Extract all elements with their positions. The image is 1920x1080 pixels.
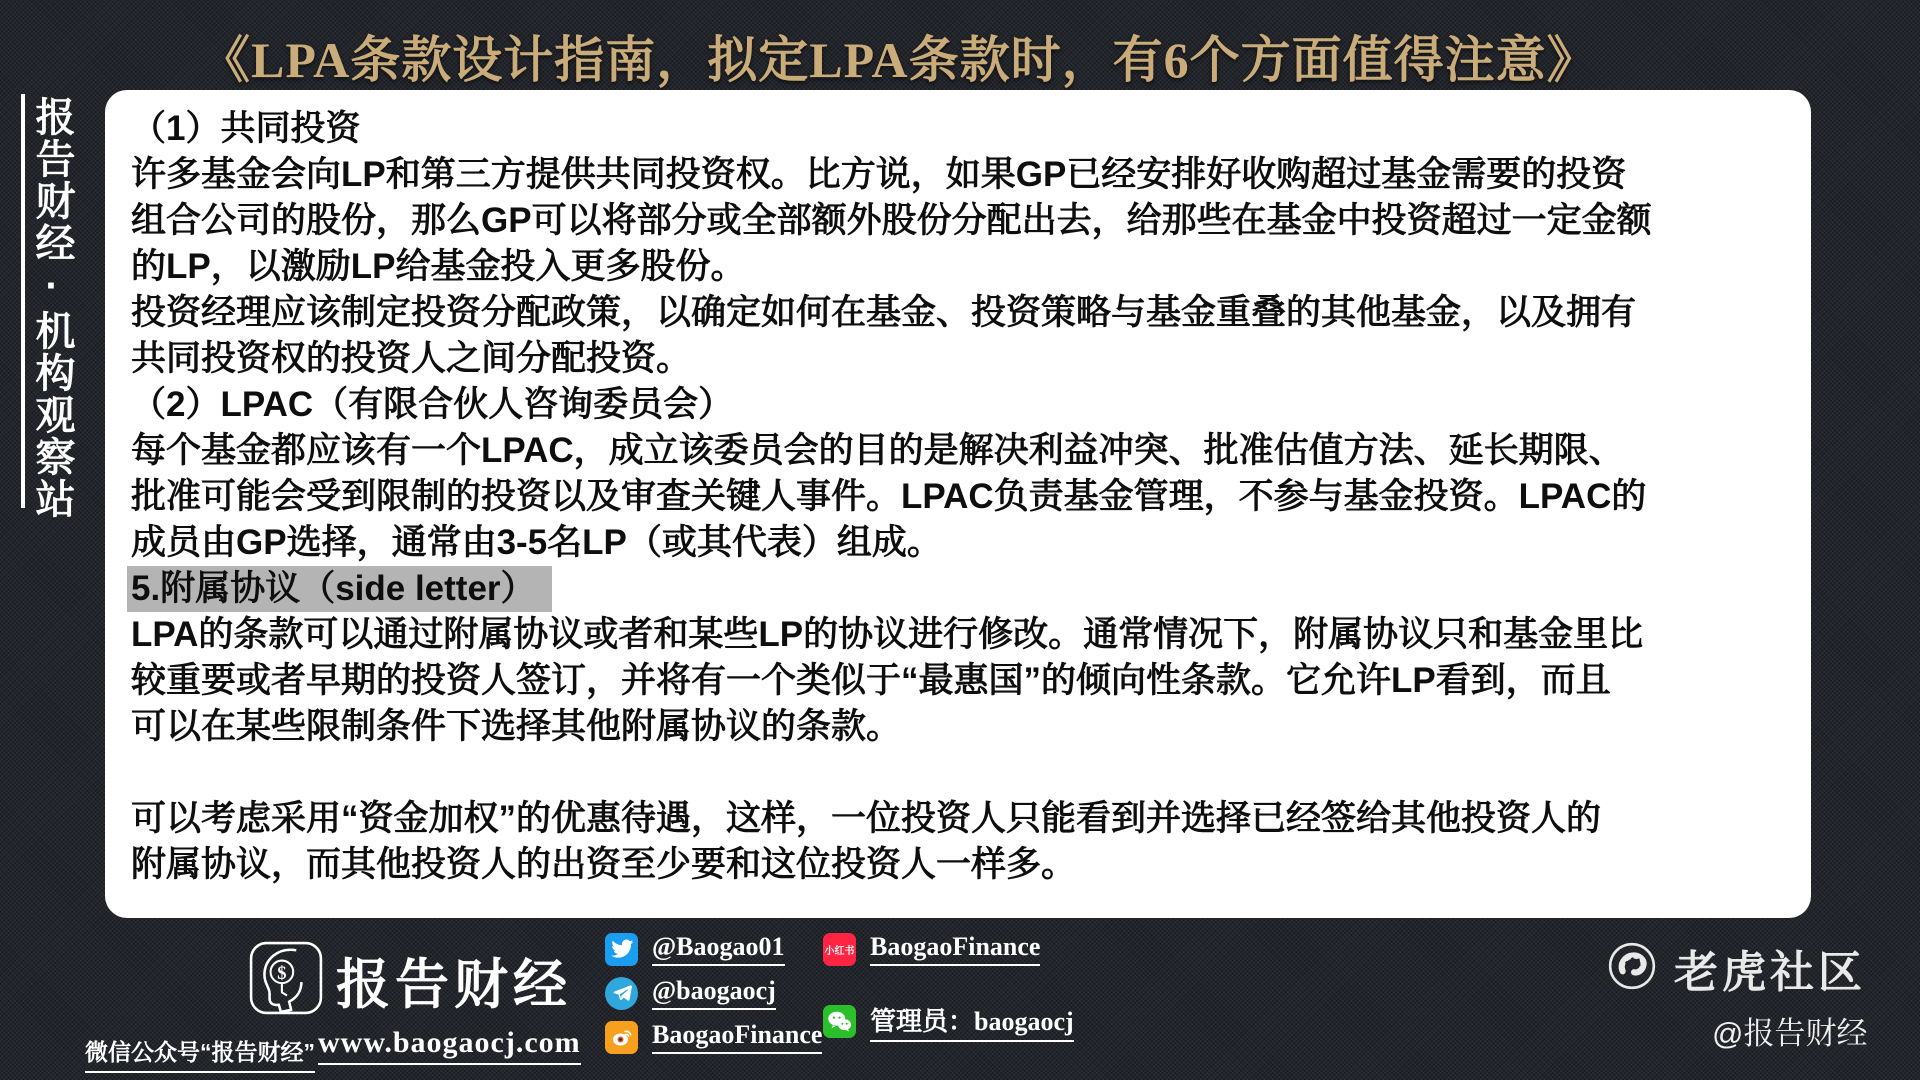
baogao-finance-logo-icon	[248, 940, 324, 1021]
card-line: 可以在某些限制条件下选择其他附属协议的条款。	[131, 707, 902, 746]
card-line: （1）共同投资	[131, 109, 361, 148]
card-line: 的LP，以激励LP给基金投入更多股份。	[131, 247, 746, 286]
sidebar-vertical-banner: 报告财经·机构观察站	[30, 96, 74, 520]
xiaohongshu-icon: 小红书	[823, 933, 856, 966]
website-link[interactable]: www.baogaocj.com	[318, 1026, 581, 1065]
social-links-column-2	[823, 932, 1074, 1038]
social-handle[interactable]: @baogaocj	[652, 976, 776, 1010]
tiger-community-name: 老虎社区	[1674, 948, 1866, 997]
card-line: 组合公司的股份，那么GP可以将部分或全部额外股份分配出去，给那些在基金中投资超过一定金额	[131, 201, 1652, 240]
tiger-community-icon	[1606, 940, 1658, 997]
page-title: 《LPA条款设计指南，拟定LPA条款时，有6个方面值得注意》	[200, 32, 1598, 88]
social-link[interactable]	[605, 976, 822, 1010]
card-line: 许多基金会向LP和第三方提供共同投资权。比方说，如果GP已经安排好收购超过基金需要的投资	[131, 155, 1627, 194]
brand-name: 报告财经	[336, 955, 572, 1015]
card-line: 成员由GP选择，通常由3-5名LP（或其代表）组成。	[131, 523, 942, 562]
svg-text:$: $	[277, 963, 287, 984]
social-handle[interactable]: 管理员：baogaocj	[870, 1001, 1074, 1042]
tiger-community-handle: @报告财经	[1712, 1016, 1868, 1051]
card-line: 可以考虑采用“资金加权”的优惠待遇，这样，一位投资人只能看到并选择已经签给其他投资人的	[131, 799, 1602, 838]
brand-block	[248, 940, 572, 1021]
card-line: 5.附属协议（side letter）	[127, 566, 552, 612]
twitter-icon	[605, 933, 638, 966]
social-links-column-1	[605, 932, 822, 1054]
card-line: （2）LPAC（有限合伙人咨询委员会）	[131, 385, 734, 424]
card-line: LPA的条款可以通过附属协议或者和某些LP的协议进行修改。通常情况下，附属协议只和基金里比	[131, 615, 1644, 654]
social-handle[interactable]: BaogaoFinance	[870, 932, 1040, 966]
card-line	[131, 750, 1787, 796]
social-link[interactable]	[605, 932, 822, 966]
wechat-icon	[823, 1005, 856, 1038]
social-link[interactable]	[823, 932, 1074, 966]
content-card	[105, 90, 1811, 918]
card-line: 附属协议，而其他投资人的出资至少要和这位投资人一样多。	[131, 845, 1077, 884]
card-line: 批准可能会受到限制的投资以及审查关键人事件。LPAC负责基金管理，不参与基金投资。LPAC的	[131, 477, 1647, 516]
card-line: 较重要或者早期的投资人签订，并将有一个类似于“最惠国”的倾向性条款。它允许LP看到，而且	[131, 661, 1611, 700]
card-line: 投资经理应该制定投资分配政策，以确定如何在基金、投资策略与基金重叠的其他基金，以及拥有	[131, 293, 1637, 332]
social-handle[interactable]: BaogaoFinance	[652, 1020, 822, 1054]
social-handle[interactable]: @Baogao01	[652, 932, 785, 966]
tiger-community-block	[1606, 936, 1866, 1000]
card-line: 每个基金都应该有一个LPAC，成立该委员会的目的是解决利益冲突、批准估值方法、延长期限、	[131, 431, 1624, 470]
weibo-icon	[605, 1021, 638, 1054]
social-link[interactable]	[605, 1020, 822, 1054]
social-link[interactable]	[823, 1004, 1074, 1038]
card-line: 共同投资权的投资人之间分配投资。	[131, 339, 692, 378]
sidebar-rule	[21, 94, 25, 508]
wechat-official-account: 微信公众号“报告财经”	[85, 1034, 315, 1073]
telegram-icon	[605, 977, 638, 1010]
